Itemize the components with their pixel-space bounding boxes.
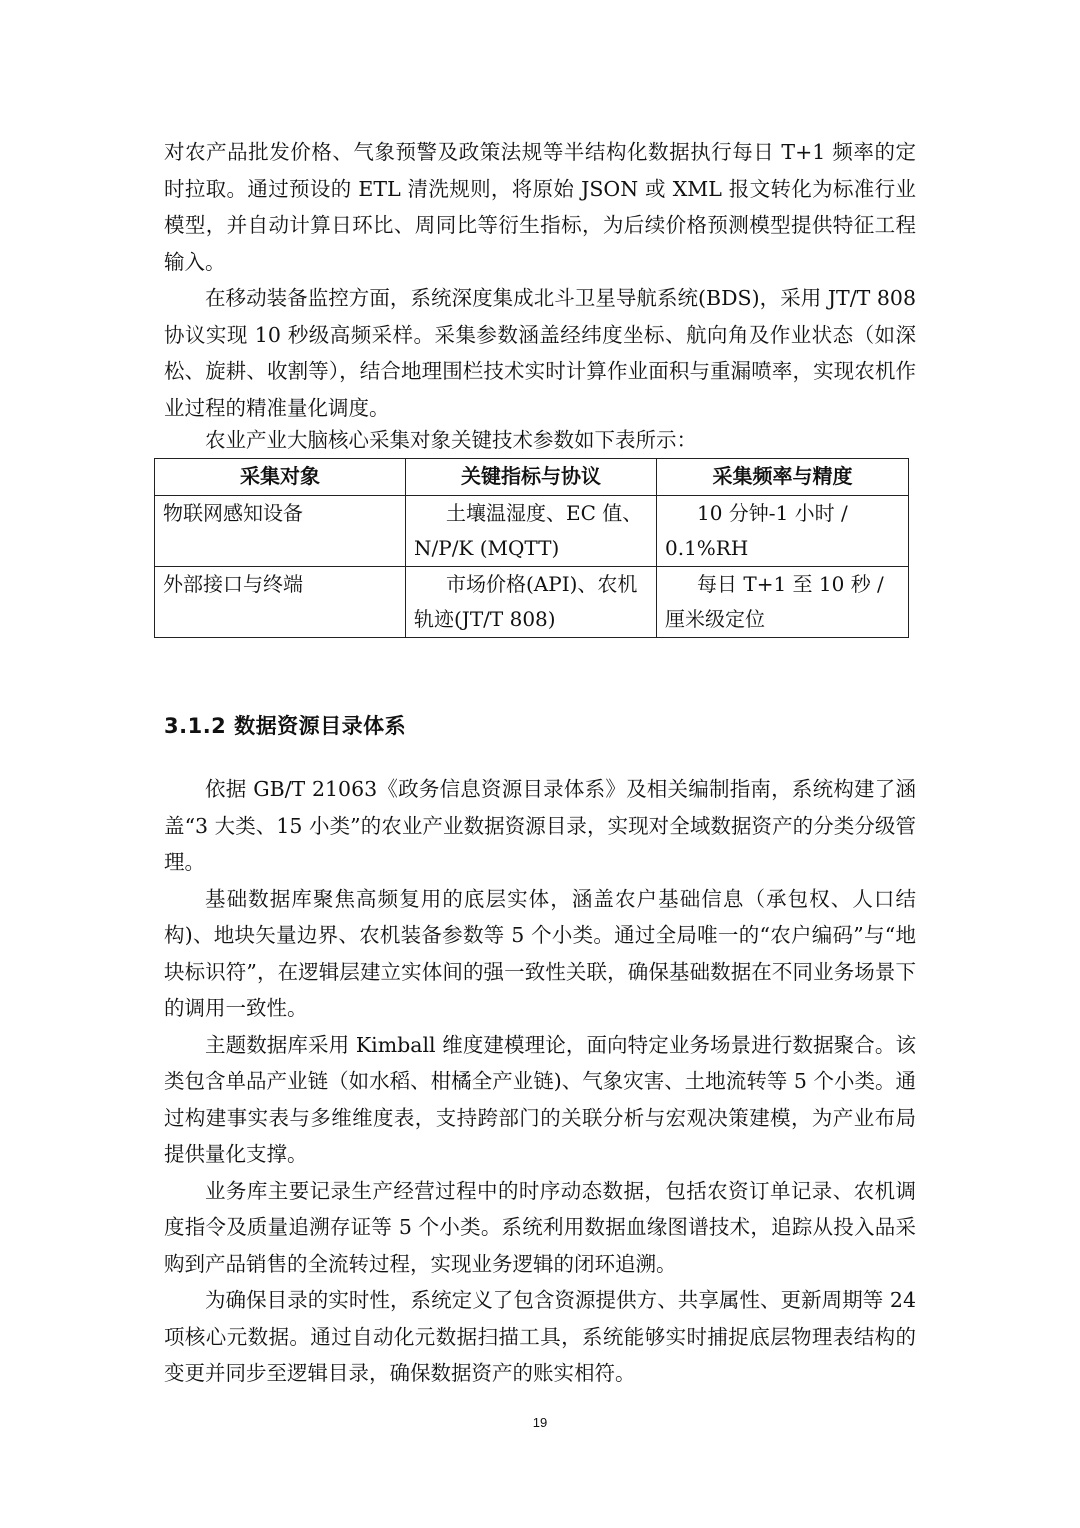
parameter-table xyxy=(154,458,909,638)
intro-paragraph-continued: 对农产品批发价格、气象预警及政策法规等半结构化数据执行每日 T+1 频率的定时拉取。通过预设的 ETL 清洗规则，将原始 JSON 或 XML 报文转化为标准行业模型，并自动计算日环比、周同比等衍生指标，为后续价格预测模型提供特征工程输入。 xyxy=(164,140,916,274)
body-paragraph: 基础数据库聚焦高频复用的底层实体，涵盖农户基础信息（承包权、人口结构)、地块矢量边界、农机装备参数等 5 个小类。通过全局唯一的“农户编码”与“地块标识符”，在逻辑层建立实体间的强一致性关联，确保基础数据在不同业务场景下的调用一致性。 xyxy=(164,886,916,1020)
table-header-row xyxy=(155,459,909,496)
table-header-cell: 关键指标与协议 xyxy=(406,459,657,496)
table-header-cell: 采集对象 xyxy=(155,459,406,496)
table-row xyxy=(155,567,909,638)
table-cell: 市场价格(API)、农机轨迹(JT/T 808) xyxy=(406,567,657,638)
table-cell: 外部接口与终端 xyxy=(155,567,406,638)
body-paragraph: 依据 GB/T 21063《政务信息资源目录体系》及相关编制指南，系统构建了涵盖“3 大类、15 小类”的农业产业数据资源目录，实现对全域数据资产的分类分级管理。 xyxy=(164,777,916,874)
table-header-cell: 采集频率与精度 xyxy=(657,459,909,496)
page-number: 19 xyxy=(532,1415,548,1430)
table-cell: 每日 T+1 至 10 秒 / 厘米级定位 xyxy=(657,567,909,638)
table-cell: 10 分钟-1 小时 / 0.1%RH xyxy=(657,496,909,567)
section-body xyxy=(164,771,916,1392)
intro-block xyxy=(164,134,916,426)
body-paragraph: 为确保目录的实时性，系统定义了包含资源提供方、共享属性、更新周期等 24 项核心元数据。通过自动化元数据扫描工具，系统能够实时捕捉底层物理表结构的变更并同步至逻辑目录，确保数据资产的账实相符。 xyxy=(164,1288,916,1385)
section-heading: 3.1.2 数据资源目录体系 xyxy=(164,714,407,738)
body-paragraph: 主题数据库采用 Kimball 维度建模理论，面向特定业务场景进行数据聚合。该类包含单品产业链（如水稻、柑橘全产业链)、气象灾害、土地流转等 5 个小类。通过构建事实表与多维维度表，支持跨部门的关联分析与宏观决策建模，为产业布局提供量化支撑。 xyxy=(164,1032,916,1166)
table-cell: 土壤温湿度、EC 值、N/P/K (MQTT) xyxy=(406,496,657,567)
table-cell: 物联网感知设备 xyxy=(155,496,406,567)
body-paragraph: 业务库主要记录生产经营过程中的时序动态数据，包括农资订单记录、农机调度指令及质量追溯存证等 5 个小类。系统利用数据血缘图谱技术，追踪从投入品采购到产品销售的全流转过程，实现业务逻辑的闭环追溯。 xyxy=(164,1178,916,1276)
table-row xyxy=(155,496,909,567)
table-lead-sentence: 农业产业大脑核心采集对象关键技术参数如下表所示： xyxy=(205,428,697,452)
intro-paragraph-bds: 在移动装备监控方面，系统深度集成北斗卫星导航系统(BDS)，采用 JT/T 808 协议实现 10 秒级高频采样。采集参数涵盖经纬度坐标、航向角及作业状态（如深松、旋耕、收割等），结合地理围栏技术实时计算作业面积与重漏喷率，实现农机作业过程的精准量化调度。 xyxy=(164,286,916,420)
